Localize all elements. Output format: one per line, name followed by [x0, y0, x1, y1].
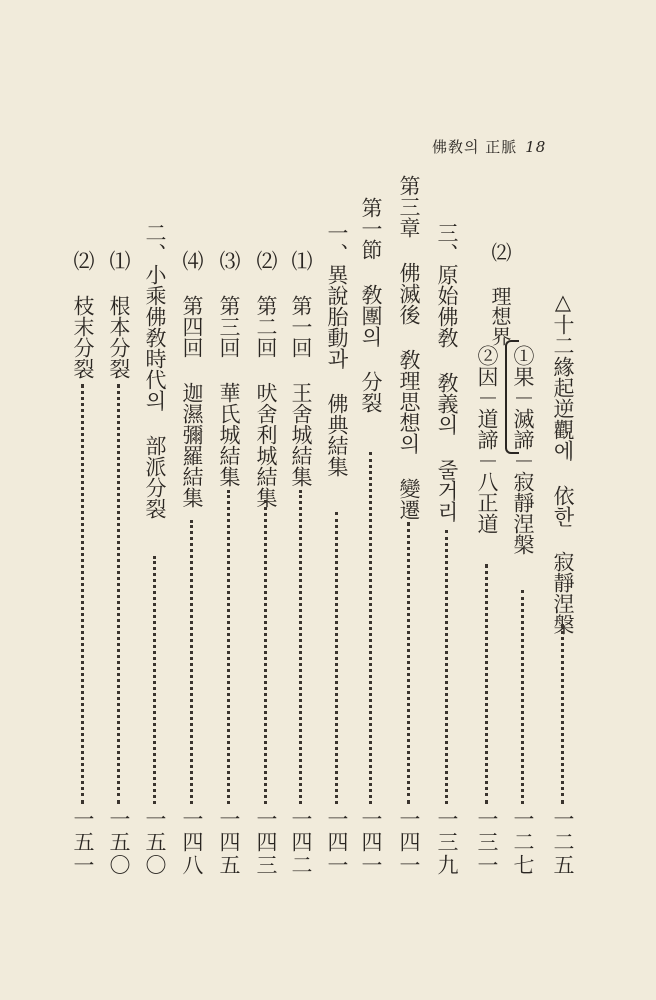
entry-text: ⑴ 第一回 王舍城結集 — [289, 250, 313, 487]
entry-page: 一四八 — [180, 808, 204, 877]
dot-leader — [190, 520, 220, 804]
dot-leader — [264, 500, 294, 804]
dot-leader — [227, 490, 257, 804]
entry-page: 一三九 — [435, 808, 459, 877]
dot-leader — [117, 384, 147, 804]
entry-text: 二、小乘佛敎時代의 部派分裂 — [143, 222, 167, 519]
brace — [505, 340, 519, 454]
dot-leader — [445, 530, 475, 804]
toc-entry — [68, 250, 98, 379]
entry-text: ⑵ 第二回 吠舍利城結集 — [254, 250, 278, 508]
running-header — [432, 136, 632, 157]
dot-leader — [521, 590, 551, 804]
toc-entry — [432, 222, 462, 522]
toc-entry — [251, 250, 281, 508]
entry-text: ⑴ 根本分裂 — [107, 250, 131, 379]
entry-text: ⑵ 枝末分裂 — [71, 250, 95, 379]
entry-page: 一五〇 — [143, 808, 167, 877]
entry-page: 一二五 — [551, 808, 575, 877]
entry-page: 一四三 — [254, 808, 278, 877]
dot-leader — [485, 564, 515, 804]
entry-text: ⑶ 第三回 華氏城結集 — [217, 250, 241, 487]
dot-leader — [81, 384, 111, 804]
entry-text: 三、原始佛敎 敎義의 줄거리 — [435, 222, 459, 522]
entry-page: 一五一 — [71, 808, 95, 877]
toc-entry — [177, 250, 207, 508]
entry-text: △十二緣起逆觀에 依한 寂靜涅槃 — [551, 290, 575, 635]
entry-page: 一四五 — [217, 808, 241, 877]
toc-entry — [286, 250, 316, 487]
entry-text: ⑵ 理想界 — [488, 242, 512, 346]
page-number: 18 — [525, 138, 547, 156]
entry-text: 第一節 敎團의 分裂 — [359, 197, 383, 413]
entry-page: 一三一 — [475, 808, 499, 877]
entry-page: 一四二 — [289, 808, 313, 877]
dot-leader — [561, 624, 591, 804]
dot-leader — [335, 512, 365, 804]
dot-leader — [369, 452, 399, 804]
toc-entry — [104, 250, 134, 379]
toc-entry — [548, 290, 578, 635]
toc-entry — [214, 250, 244, 487]
entry-text: 第三章 佛滅後 敎理思想의 變遷 — [397, 175, 421, 520]
header-title: 佛敎의 正脈 — [432, 138, 518, 156]
toc-entry — [322, 222, 352, 477]
entry-text: ②因－道諦－八正道 — [475, 345, 499, 534]
dot-leader — [153, 556, 183, 804]
entry-text: ①果－滅諦－寂靜涅槃 — [511, 345, 535, 555]
entry-text: ⑷ 第四回 迦濕彌羅結集 — [180, 250, 204, 508]
toc-entry — [472, 345, 502, 534]
section-label — [485, 242, 515, 346]
dot-leader — [407, 522, 437, 804]
toc-entry — [356, 197, 386, 413]
dot-leader — [299, 490, 329, 804]
entry-page: 一四一 — [325, 808, 349, 877]
entry-page: 一四一 — [359, 808, 383, 877]
entry-page: 一二七 — [511, 808, 535, 877]
entry-page: 一五〇 — [107, 808, 131, 877]
entry-text: 一、異說胎動과 佛典結集 — [325, 222, 349, 477]
entry-page: 一四一 — [397, 808, 421, 877]
